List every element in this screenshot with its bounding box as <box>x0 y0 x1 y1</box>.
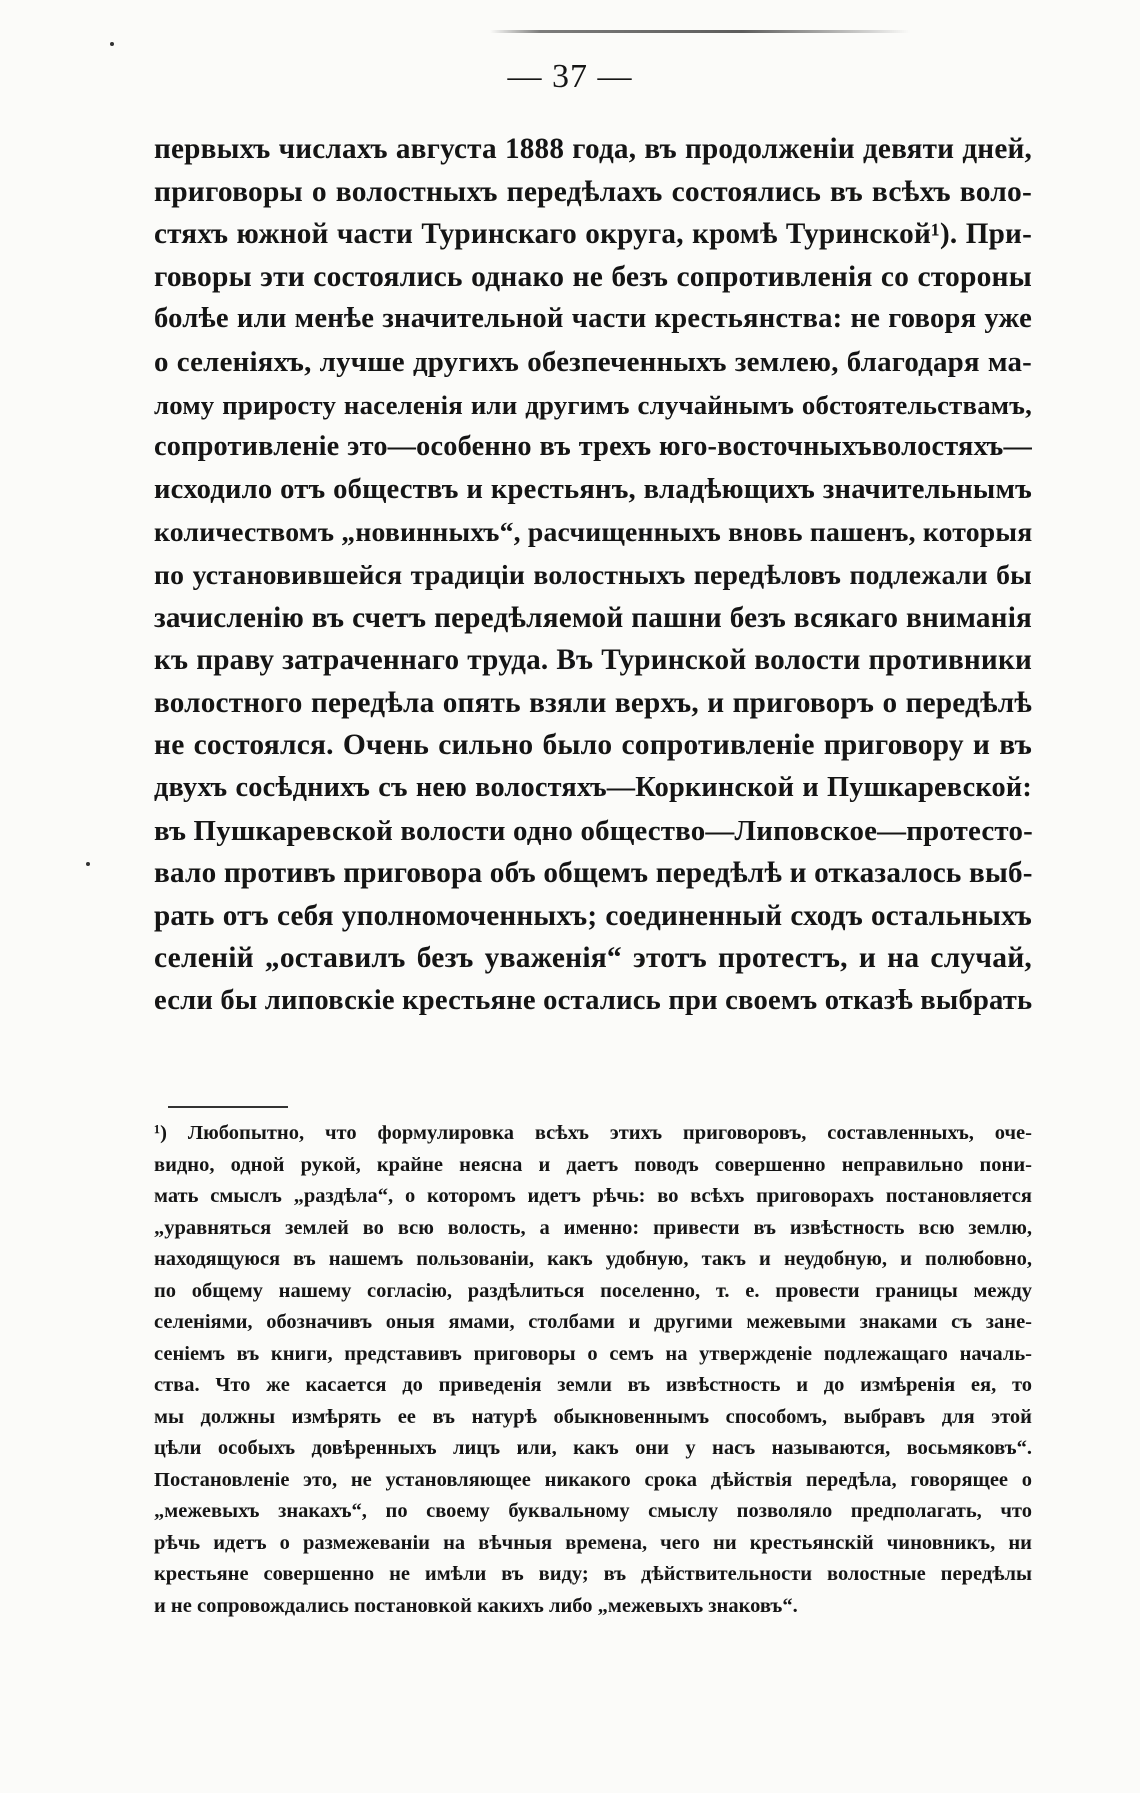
text-line: исходило отъ обществъ и крестьянъ, владѣющихъ значительнымъ <box>154 473 1032 505</box>
text-line: о селеніяхъ, лучше другихъ обезпеченныхъ землею, благодаря ма- <box>154 345 1032 378</box>
page-number: — 37 — <box>507 58 633 95</box>
scan-speck <box>86 862 90 866</box>
footnote-line: „уравняться землей во всю волость, а именно: привести въ извѣстность всю землю, <box>154 1216 1032 1239</box>
text-line: сопротивленіе это—особенно въ трехъ юго-восточныхъволостяхъ— <box>154 431 1032 463</box>
footnote-line: сеніемъ въ книги, представивъ приговоры о семъ на утвержденіе подлежащаго началь- <box>154 1342 1032 1365</box>
text-line: болѣе или менѣе значительной части крестьянства: не говоря уже <box>154 303 1032 335</box>
text-line: количествомъ „новинныхъ“, расчищенныхъ вновь пашенъ, которыя <box>154 516 1033 548</box>
footnote-line: крестьяне совершенно не имѣли въ виду; въ дѣйствительности волостные передѣлы <box>154 1563 1032 1585</box>
footnote-line: видно, одной рукой, крайне неясна и даетъ поводъ совершенно неправильно пони- <box>154 1153 1032 1176</box>
text-line: первыхъ числахъ августа 1888 года, въ продолженіи девяти дней, <box>154 133 1032 165</box>
text-line: стяхъ южной части Туринскаго округа, кромѣ Туринской¹). При- <box>154 218 1032 251</box>
text-line: по установившейся традиціи волостныхъ передѣловъ подлежали бы <box>154 558 1032 590</box>
text-line: къ праву затраченнаго труда. Въ Туринской волости противники <box>154 644 1032 677</box>
footnote-line: мы должны измѣрять ее въ натурѣ обыкновеннымъ способомъ, выбравъ для этой <box>154 1405 1032 1428</box>
text-line: лому приросту населенія или другимъ случайнымъ обстоятельствамъ, <box>154 389 1032 420</box>
text-line: двухъ сосѣднихъ съ нею волостяхъ—Коркинской и Пушкаревской: <box>154 771 1032 803</box>
main-text <box>154 128 1032 1022</box>
footnote-line: находящуюся въ нашемъ пользованіи, какъ удобную, такъ и неудобную, и полюбовно, <box>154 1248 1032 1270</box>
text-line: селеній „оставилъ безъ уваженія“ этотъ протестъ, и на случай, <box>154 942 1032 975</box>
footnote <box>154 1118 1032 1622</box>
text-line: зачисленію въ счетъ передѣляемой пашни безъ всякаго вниманія <box>154 601 1032 634</box>
footnote-line: рѣчь идетъ о размежеваніи на вѣчныя времена, чего ни крестьянскій чиновникъ, ни <box>154 1531 1032 1554</box>
footnote-line: „межевыхъ знакахъ“, по своему буквальному смыслу позволяло предполагать, что <box>154 1500 1032 1522</box>
footnote-line: и не сопровождались постановкой какихъ либо „межевыхъ знаковъ“. <box>154 1594 798 1617</box>
text-line: волостного передѣла опять взяли верхъ, и приговоръ о передѣлѣ <box>154 686 1032 719</box>
text-line: рать отъ себя уполномоченныхъ; соединенный сходъ остальныхъ <box>154 899 1032 932</box>
footnote-line: ства. Что же касается до приведенія земли въ извѣстность и до измѣренія ея, то <box>154 1374 1032 1396</box>
footnote-line: по общему нашему согласію, раздѣлиться поселенно, т. е. провести границы между <box>154 1279 1032 1302</box>
text-line: говоры эти состоялись однако не безъ сопротивленія со стороны <box>154 260 1032 293</box>
footnote-line: ¹) Любопытно, что формулировка всѣхъ этихъ приговоровъ, составленныхъ, оче- <box>154 1122 1032 1144</box>
scan-speck <box>110 42 114 46</box>
text-line: приговоры о волостныхъ передѣлахъ состоялись въ всѣхъ воло- <box>154 175 1032 208</box>
text-line: не состоялся. Очень сильно было сопротивленіе приговору и въ <box>154 729 1032 762</box>
text-line: въ Пушкаревской волости одно общество—Липовское—протесто- <box>154 814 1033 847</box>
footnote-separator <box>168 1106 288 1108</box>
footnote-line: селеніями, обозначивъ оныя ямами, столбами и другими межевыми знаками съ зане- <box>154 1311 1032 1333</box>
footnote-line: мать смыслъ „раздѣла“, о которомъ идетъ рѣчь: во всѣхъ приговорахъ постановляется <box>154 1185 1032 1207</box>
top-edge-mark <box>490 30 910 33</box>
text-line: если бы липовскіе крестьяне остались при своемъ отказѣ выбрать <box>154 984 1033 1016</box>
footnote-line: цѣли особыхъ довѣренныхъ лицъ или, какъ они у насъ называются, восьмяковъ“. <box>154 1437 1032 1459</box>
footnote-line: Постановленіе это, не установляющее никакого срока дѣйствія передѣла, говорящее о <box>154 1468 1032 1491</box>
text-line: вало противъ приговора объ общемъ передѣлѣ и отказалось выб- <box>154 857 1033 890</box>
